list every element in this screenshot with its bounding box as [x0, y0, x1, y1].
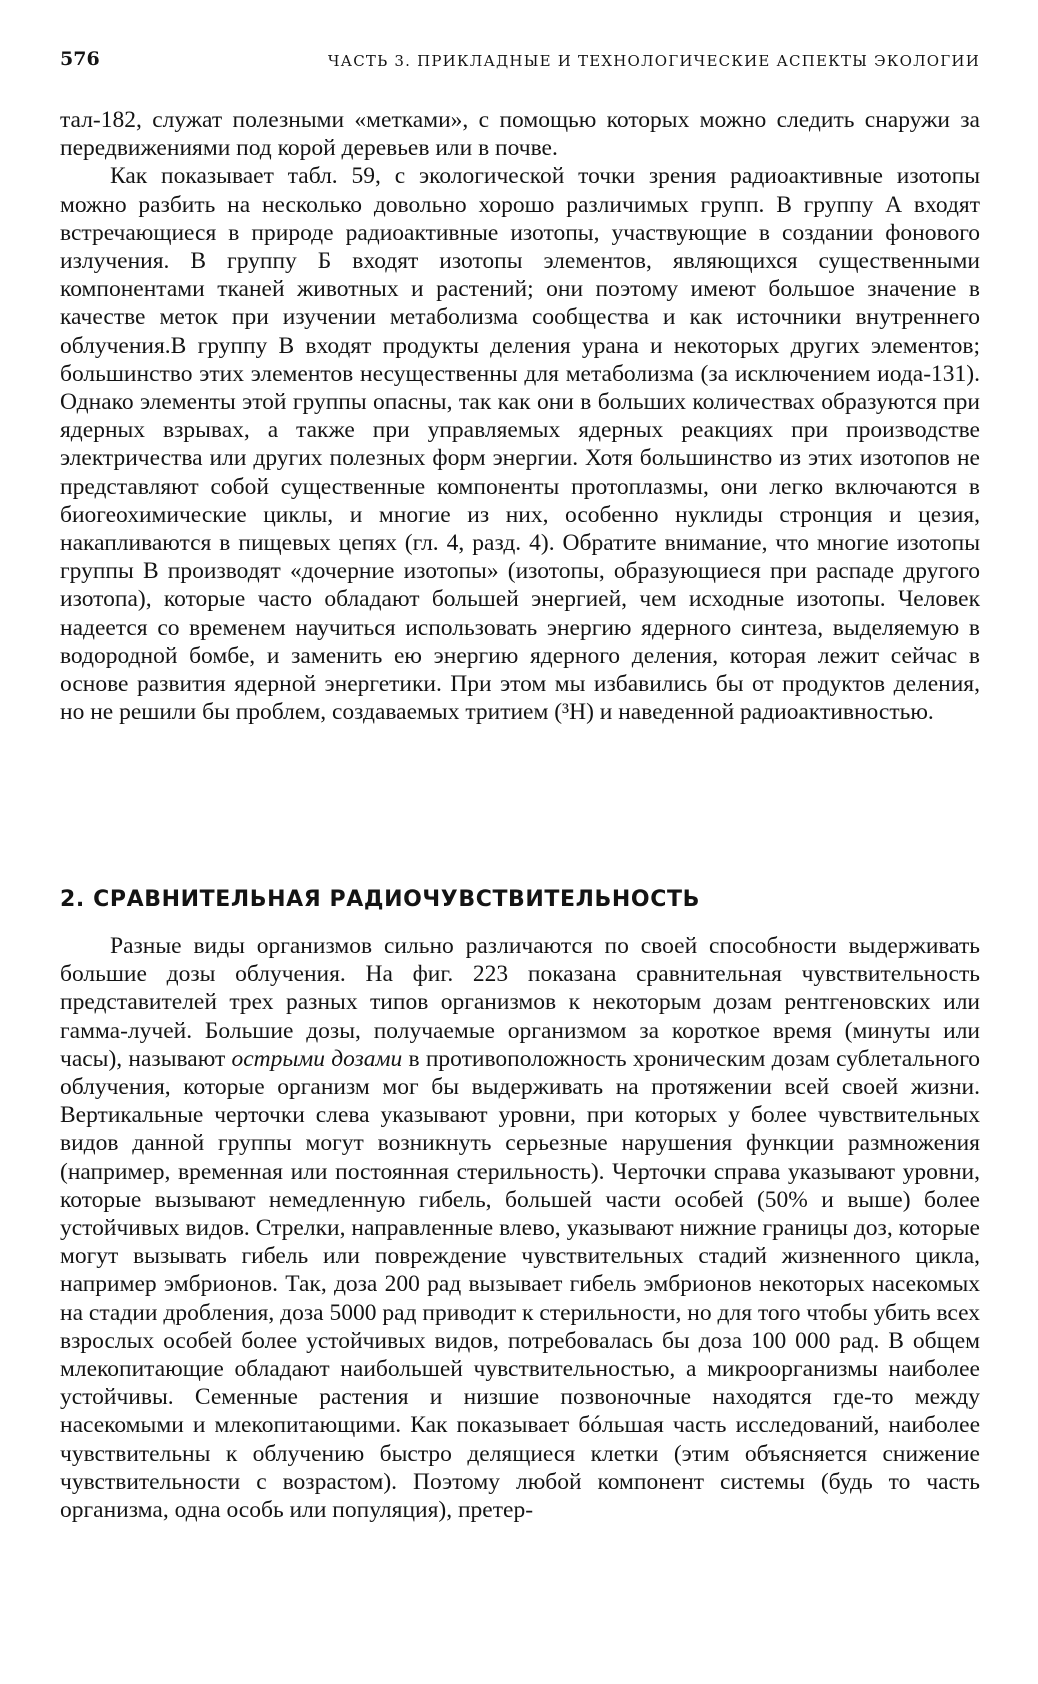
paragraph-lead-text: Разные виды организмов сильно различаются по своей способности выдерживать большие дозы облучения. На фиг. 223 показана сравнительная чувствительность представителей трех разных типов организмов к некоторым дозам рентгеновских или гамма-лучей. Большие дозы, получаемые организмом за короткое время (минуты или часы), называют — [60, 933, 980, 1072]
italic-term: острыми дозами — [231, 1045, 403, 1072]
paragraph-radiosensitivity — [60, 932, 980, 1524]
section-heading: 2. СРАВНИТЕЛЬНАЯ РАДИОЧУВСТВИТЕЛЬНОСТЬ — [60, 887, 700, 912]
paragraph-rest-text: в противоположность хроническим дозам сублетального облучения, которые организм мог бы выдерживать на протяжении всей своей жизни. Вертикальные черточки слева указывают уровни, при которых у более чувствительных видов данной группы могут возникнуть серьезные нарушения функции размножения (например, временная или постоянная стерильность). Черточки справа указывают уровни, которые вызывают немедленную гибель, большей части особей (50% и выше) более устойчивых видов. Стрелки, направленные влево, указывают нижние границы доз, которые могут вызывать гибель или повреждение чувствительных стадий жизненного цикла, например эмбрионов. Так, доза 200 рад вызывает гибель эмбрионов некоторых насекомых на стадии дробления, доза 5000 рад приводит к стерильности, но для того чтобы убить всех взрослых особей более устойчивых видов, потребовалась бы доза 100 000 рад. В общем млекопитающие обладают наибольшей чувствительностью, а микроорганизмы наиболее устойчивы. Семенные растения и низшие позвоночные находятся где-то между насекомыми и млекопитающими. Как показывает бóльшая часть исследований, наиболее чувствительны к облучению быстро делящиеся клетки (этим объясняется снижение чувствительности с возрастом). Поэтому любой компонент системы (будь то часть организма, одна особь или популяция), претер- — [60, 1045, 980, 1524]
text-block-top — [60, 106, 980, 726]
paragraph-isotope-groups: Как показывает табл. 59, с экологической точки зрения радиоактивные изотопы можно разбить на несколько довольно хорошо различимых групп. В группу А входят встречающиеся в природе радиоактивные изотопы, участвующие в создании фонового излучения. В группу Б входят изотопы элементов, являющихся существенными компонентами тканей животных и растений; они поэтому имеют большое значение в качестве меток при изучении метаболизма сообщества и как источники внутреннего облучения.В группу В входят продукты деления урана и некоторых других элементов; большинство этих элементов несущественны для метаболизма (за исключением иода-131). Однако элементы этой группы опасны, так как они в больших количествах образуются при ядерных взрывах, а также при управляемых ядерных реакциях при производстве электричества или других полезных форм энергии. Хотя большинство из этих изотопов не представляют собой существенные компоненты протоплазмы, они легко включаются в биогеохимические циклы, и многие из них, особенно нуклиды стронция и цезия, накапливаются в пищевых цепях (гл. 4, разд. 4). Обратите внимание, что многие изотопы группы В производят «дочерние изотопы» (изотопы, образующиеся при распаде другого изотопа), которые часто обладают большей энергией, чем исходные изотопы. Человек надеется со временем научиться использовать энергию ядерного синтеза, выделяемую в водородной бомбе, и заменить ею энергию ядерного деления, которая лежит сейчас в основе развития ядерной энергетики. При этом мы избавились бы от продуктов деления, но не решили бы проблем, создаваемых тритием (³Н) и наведенной радиоактивностью. — [60, 163, 980, 726]
paragraph-continuation: тал-182, служат полезными «метками», с помощью которых можно следить снаружи за передвижениями под корой деревьев или в почве. — [60, 107, 980, 162]
running-header — [60, 44, 980, 74]
page-number: 576 — [60, 48, 100, 70]
running-title: ЧАСТЬ 3. ПРИКЛАДНЫЕ И ТЕХНОЛОГИЧЕСКИЕ АСПЕКТЫ ЭКОЛОГИИ — [327, 52, 980, 70]
text-block-section — [60, 932, 980, 1524]
